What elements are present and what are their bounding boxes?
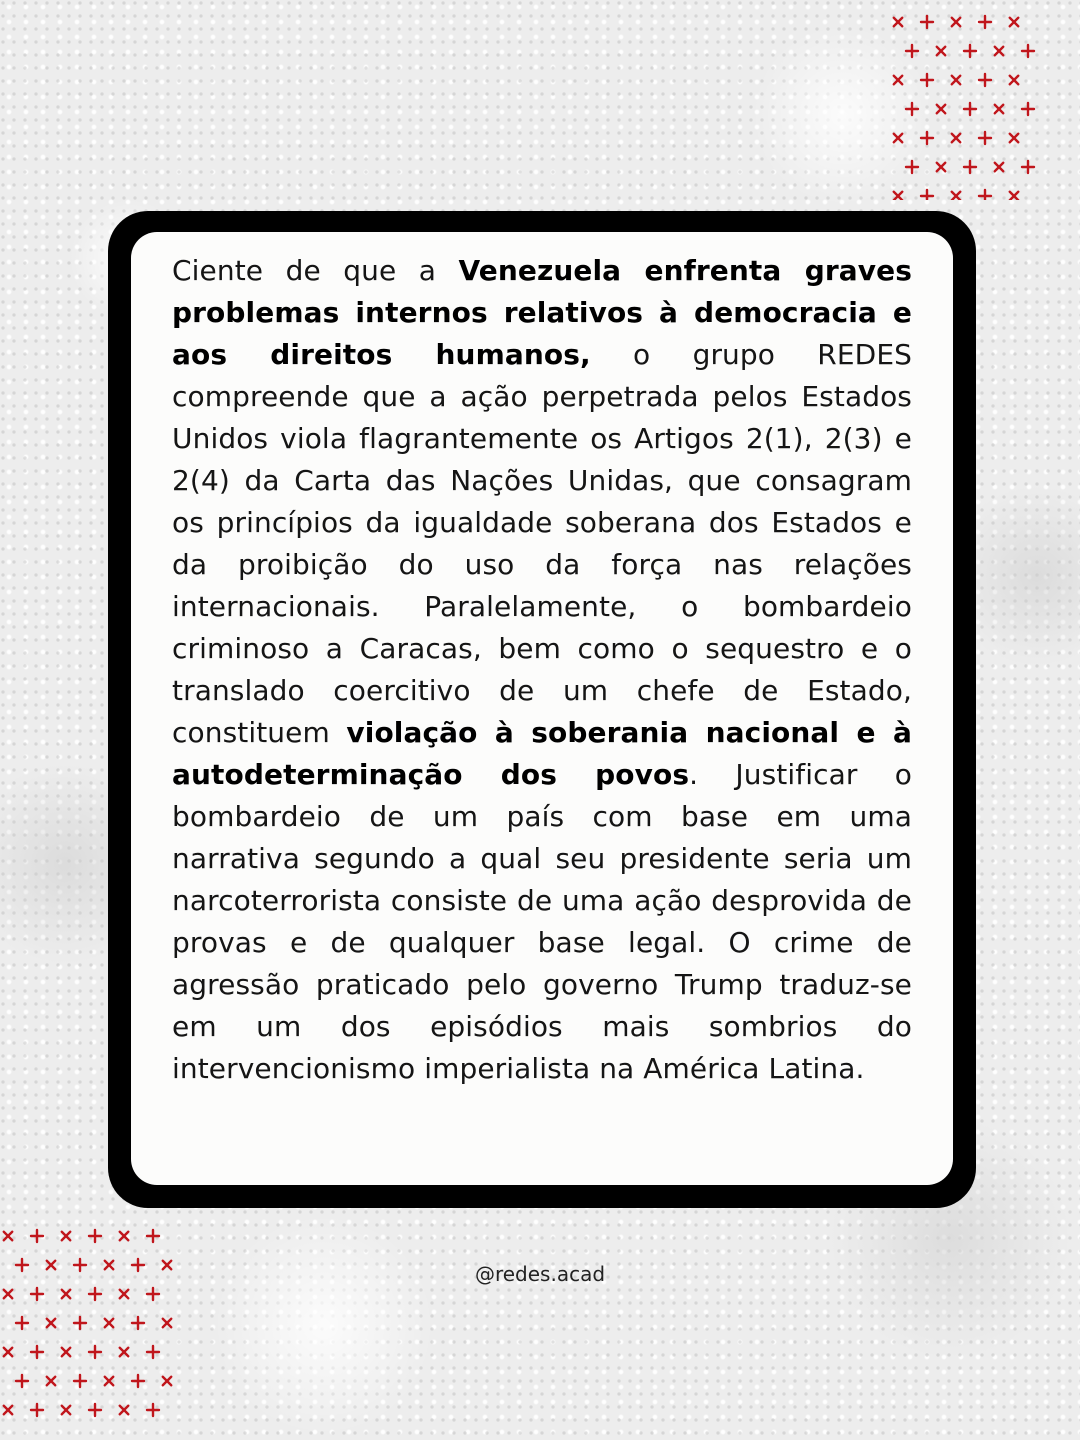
cross-mark-icon [948,188,965,200]
social-handle: @redes.acad [474,1262,606,1286]
cross-pattern-top-right [880,0,1080,200]
cross-mark-icon [1022,103,1034,115]
cross-mark-icon [906,161,918,173]
cross-mark-icon [991,101,1008,118]
cross-mark-icon [58,1286,75,1303]
cross-mark-icon [31,1288,43,1300]
cross-mark-icon [1006,72,1023,89]
paragraph-segment: Ciente de que a [172,254,459,287]
cross-mark-icon [964,161,976,173]
cross-mark-icon [933,159,950,176]
cross-mark-icon [1006,14,1023,31]
cross-mark-icon [964,45,976,57]
cross-mark-icon [1022,161,1034,173]
cross-mark-icon [58,1344,75,1361]
cross-mark-icon [979,132,991,144]
cross-mark-icon [74,1317,86,1329]
cross-mark-icon [116,1228,133,1245]
cross-mark-icon [948,14,965,31]
cross-mark-icon [991,159,1008,176]
cross-mark-icon [89,1404,101,1416]
cross-mark-icon [890,14,907,31]
cross-mark-icon [16,1375,28,1387]
cross-mark-icon [906,103,918,115]
cross-mark-icon [933,101,950,118]
cross-mark-icon [906,45,918,57]
cross-mark-icon [58,1402,75,1419]
cross-mark-icon [16,1317,28,1329]
cross-mark-icon [0,1344,16,1361]
statement-paragraph [172,250,912,1090]
cross-mark-icon [74,1375,86,1387]
cross-mark-icon [979,190,991,200]
cross-mark-icon [964,103,976,115]
paragraph-segment: o grupo REDES compreende que a ação perpetrada pelos Estados Unidos viola flagrantemente os Artigos 2(1), 2(3) e 2(4) da Carta das Nações Unidas, que consagram os princípios da igualdade soberana dos Estados e da proibição do uso da força nas relações internacionais. Paralelamente, o bombardeio criminoso a Caracas, bem como o sequestro e o translado coercitivo de um chefe de Estado, constituem [172,338,912,749]
cross-mark-icon [1006,188,1023,200]
cross-mark-icon [43,1315,60,1332]
cross-mark-icon [43,1373,60,1390]
cross-mark-icon [0,1402,16,1419]
cross-mark-icon [921,16,933,28]
cross-mark-icon [0,1286,16,1303]
cross-mark-icon [89,1346,101,1358]
cross-mark-icon [890,72,907,89]
cross-mark-icon [101,1373,118,1390]
cross-mark-icon [890,130,907,147]
cross-mark-icon [159,1373,176,1390]
cross-mark-icon [921,190,933,200]
cross-mark-icon [147,1346,159,1358]
cross-mark-icon [58,1228,75,1245]
cross-mark-icon [132,1317,144,1329]
paragraph-bold-segment: Venezuela enfrenta graves problemas internos relativos à democracia e aos direitos humanos, [172,254,912,371]
cross-mark-icon [979,74,991,86]
cross-mark-icon [116,1402,133,1419]
cross-mark-icon [921,74,933,86]
cross-mark-icon [31,1404,43,1416]
cross-mark-icon [948,72,965,89]
paragraph-segment: . Justificar o bombardeio de um país com base em uma narrativa segundo a qual seu presidente seria um narcoterrorista consiste de uma ação desprovida de provas e de qualquer base legal. O crime de agressão praticado pelo governo Trump traduz-se em um dos episódios mais sombrios do intervencionismo imperialista na América Latina. [172,758,912,1085]
cross-pattern-bottom-left [0,1222,200,1422]
cross-mark-icon [890,188,907,200]
cross-mark-icon [132,1375,144,1387]
cross-mark-icon [933,43,950,60]
cross-mark-icon [1022,45,1034,57]
cross-mark-icon [89,1288,101,1300]
cross-mark-icon [948,130,965,147]
cross-mark-icon [147,1288,159,1300]
cross-mark-icon [979,16,991,28]
cross-mark-icon [89,1230,101,1242]
cross-mark-icon [921,132,933,144]
cross-mark-icon [147,1404,159,1416]
cross-mark-icon [159,1315,176,1332]
cross-mark-icon [991,43,1008,60]
cross-mark-icon [31,1230,43,1242]
cross-mark-icon [0,1228,16,1245]
cross-mark-icon [116,1344,133,1361]
cross-mark-icon [147,1230,159,1242]
cross-mark-icon [1006,130,1023,147]
cross-mark-icon [116,1286,133,1303]
cross-mark-icon [101,1315,118,1332]
paragraph-bold-segment: violação à soberania nacional e à autodeterminação dos povos [172,716,912,791]
cross-mark-icon [31,1346,43,1358]
